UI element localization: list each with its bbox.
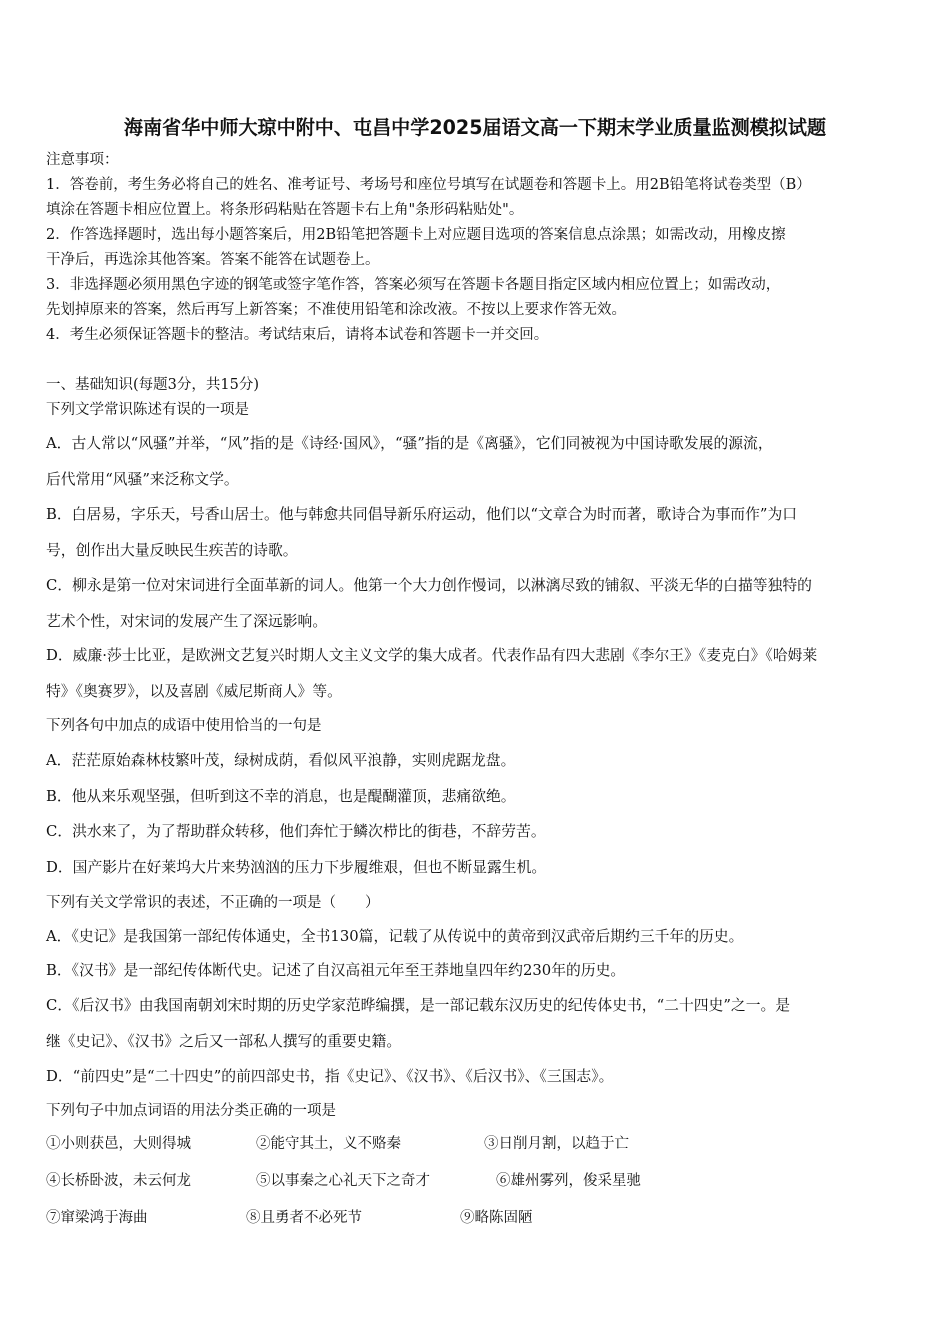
question-1-option-a-cont: 后代常用“风骚”来泛称文学。 <box>46 471 239 488</box>
notice-line: 2．作答选择题时，选出每小题答案后，用2B铅笔把答题卡上对应题目选项的答案信息点涂黑；如需改动，用橡皮擦 <box>46 227 786 243</box>
question-1-option-c-cont: 艺术个性，对宋词的发展产生了深远影响。 <box>46 613 328 630</box>
question-4-item: ⑥雄州雾列，俊采星驰 <box>496 1173 641 1189</box>
question-4-item: ⑨略陈固陋 <box>460 1210 533 1226</box>
question-1-option-d-cont: 特》《奥赛罗》，以及喜剧《威尼斯商人》等。 <box>46 683 342 700</box>
notice-line: 1．答卷前，考生务必将自己的姓名、准考证号、考场号和座位号填写在试题卷和答题卡上。用2B铅笔将试卷类型（B） <box>46 177 811 193</box>
notice-line: 3．非选择题必须用黑色字迹的钢笔或签字笔作答，答案必须写在答题卡各题目指定区域内相应位置上；如需改动， <box>46 277 781 293</box>
notice-line: 填涂在答题卡相应位置上。将条形码粘贴在答题卡右上角"条形码粘贴处"。 <box>46 202 524 218</box>
question-2-option-b: B．他从来乐观坚强，但听到这不幸的消息，也是醍醐灌顶，悲痛欲绝。 <box>46 788 516 805</box>
question-1-stem: 下列文学常识陈述有误的一项是 <box>46 402 249 418</box>
question-4-stem: 下列句子中加点词语的用法分类正确的一项是 <box>46 1103 336 1119</box>
page-title: 海南省华中师大琼中附中、屯昌中学2025届语文高一下期末学业质量监测模拟试题 <box>123 116 827 139</box>
question-1-option-b-cont: 号，创作出大量反映民生疾苦的诗歌。 <box>46 542 298 559</box>
notice-line: 4．考生必须保证答题卡的整洁。考试结束后，请将本试卷和答题卡一并交回。 <box>46 327 549 343</box>
question-2-option-a: A．茫茫原始森林枝繁叶茂，绿树成荫，看似风平浪静，实则虎踞龙盘。 <box>46 752 516 769</box>
question-2-option-d: D．国产影片在好莱坞大片来势汹汹的压力下步履维艰，但也不断显露生机。 <box>46 859 547 876</box>
question-4-item: ⑧且勇者不必死节 <box>246 1210 362 1226</box>
question-4-item: ②能守其土，义不赂秦 <box>256 1136 401 1152</box>
question-3-option-d: D．“前四史”是“二十四史”的前四部史书，指《史记》、《汉书》、《后汉书》、《三国志》。 <box>46 1068 614 1085</box>
question-1-option-b: B．白居易，字乐天，号香山居士。他与韩愈共同倡导新乐府运动，他们以“文章合为时而著，歌诗合为事而作”为口 <box>46 506 798 523</box>
question-3-option-b: B．《汉书》是一部纪传体断代史。记述了自汉高祖元年至王莽地皇四年约230年的历史。 <box>46 962 626 979</box>
question-4-item: ⑤以事秦之心礼天下之奇才 <box>256 1173 430 1189</box>
question-4-item: ④长桥卧波，未云何龙 <box>46 1173 191 1189</box>
question-3-option-a: A．《史记》是我国第一部纪传体通史，全书130篇，记载了从传说中的黄帝到汉武帝后期约三千年的历史。 <box>46 928 744 945</box>
notice-heading: 注意事项： <box>46 152 119 168</box>
question-4-item: ③日削月割，以趋于亡 <box>484 1136 629 1152</box>
section-heading: 一、基础知识(每题3分，共15分) <box>46 377 259 393</box>
question-2-option-c: C．洪水来了，为了帮助群众转移，他们奔忙于鳞次栉比的街巷，不辞劳苦。 <box>46 823 546 840</box>
notice-line: 先划掉原来的答案，然后再写上新答案；不准使用铅笔和涂改液。不按以上要求作答无效。 <box>46 302 626 318</box>
question-3-stem: 下列有关文学常识的表述，不正确的一项是（ ） <box>46 895 380 911</box>
question-3-option-c-cont: 继《史记》、《汉书》之后又一部私人撰写的重要史籍。 <box>46 1033 402 1050</box>
notice-line: 干净后，再选涂其他答案。答案不能答在试题卷上。 <box>46 252 380 268</box>
question-3-option-c: C．《后汉书》由我国南朝刘宋时期的历史学家范晔编撰，是一部记载东汉历史的纪传体史书，“二十四史”之一。是 <box>46 997 791 1014</box>
question-4-item: ⑦窜梁鸿于海曲 <box>46 1210 148 1226</box>
question-2-stem: 下列各句中加点的成语中使用恰当的一句是 <box>46 718 322 734</box>
question-1-option-d: D．威廉·莎士比亚，是欧洲文艺复兴时期人文主义文学的集大成者。代表作品有四大悲剧《李尔王》《麦克白》《哈姆莱 <box>46 647 818 664</box>
question-1-option-c: C．柳永是第一位对宋词进行全面革新的词人。他第一个大力创作慢词，以淋漓尽致的铺叙、平淡无华的白描等独特的 <box>46 577 812 594</box>
question-4-item: ①小则获邑，大则得城 <box>46 1136 191 1152</box>
question-1-option-a: A．古人常以“风骚”并举，“风”指的是《诗经·国风》，“骚”指的是《离骚》，它们同被视为中国诗歌发展的源流， <box>46 435 773 452</box>
